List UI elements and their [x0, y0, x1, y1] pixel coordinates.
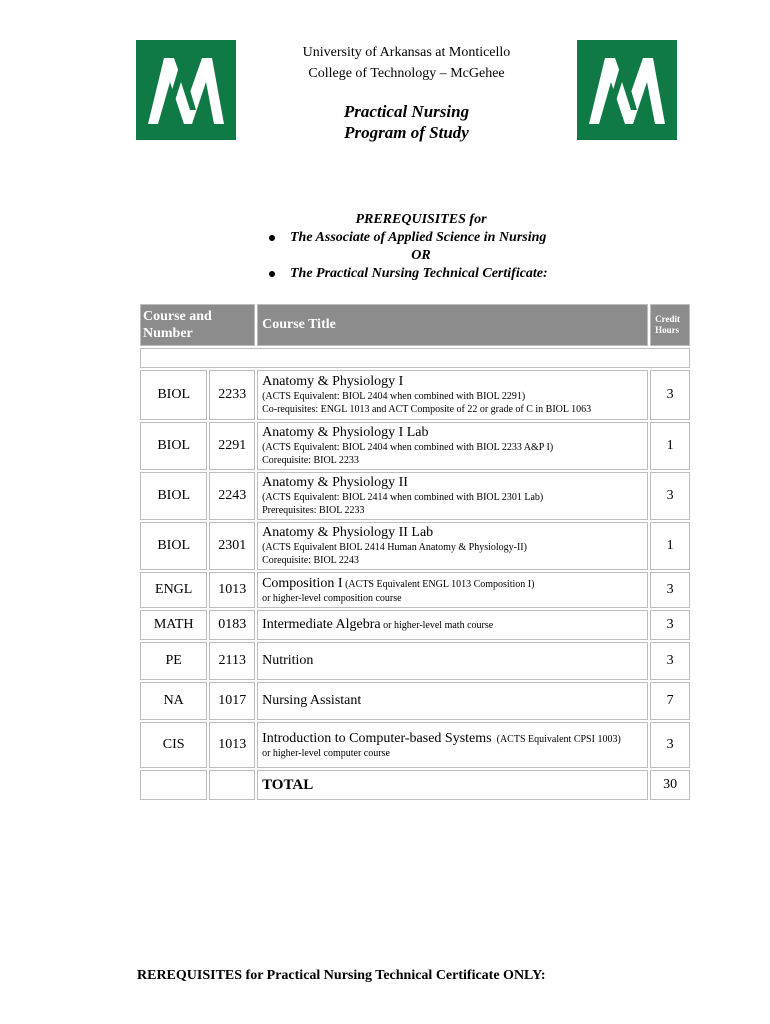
course-requisite: or higher-level computer course — [262, 747, 390, 759]
header-credit-hours: Credit Hours — [650, 304, 690, 346]
course-credits: 1 — [650, 422, 690, 470]
course-title-cell — [257, 682, 648, 720]
prerequisite-or: OR — [411, 248, 431, 263]
course-number: 2291 — [209, 422, 255, 470]
course-subject: BIOL — [140, 472, 207, 520]
table-row — [140, 522, 690, 570]
course-requisite: Corequisite: BIOL 2233 — [262, 455, 359, 466]
course-number: 1013 — [209, 722, 255, 768]
course-title-cell — [257, 370, 648, 420]
course-requisite: Co-requisites: ENGL 1013 and ACT Composite of 22 or grade of C in BIOL 1063 — [262, 404, 592, 415]
course-number: 2113 — [209, 642, 255, 680]
course-number: 2233 — [209, 370, 255, 420]
uam-logo-left — [136, 40, 236, 140]
institution-header — [236, 42, 577, 84]
course-number: 2243 — [209, 472, 255, 520]
footer-heading: REREQUISITES for Practical Nursing Technical Certificate ONLY: — [137, 968, 546, 983]
uam-logo-icon — [144, 48, 228, 132]
course-note: (ACTS Equivalent: BIOL 2414 when combined with BIOL 2301 Lab) — [262, 492, 544, 503]
table-row — [140, 610, 690, 640]
course-title-cell — [257, 522, 648, 570]
table-header-row — [140, 304, 690, 346]
course-title: Introduction to Computer-based Systems — [262, 730, 492, 746]
prerequisites-heading: PREREQUISITES for — [355, 212, 487, 227]
course-subject: CIS — [140, 722, 207, 768]
course-requisite: or higher-level composition course — [262, 592, 402, 604]
course-title-cell — [257, 722, 648, 768]
course-credits: 3 — [650, 370, 690, 420]
uam-logo-right — [577, 40, 677, 140]
course-note: (ACTS Equivalent CPSI 1003) — [491, 733, 621, 745]
course-subject: BIOL — [140, 522, 207, 570]
course-subject: MATH — [140, 610, 207, 640]
course-number: 0183 — [209, 610, 255, 640]
total-label: TOTAL — [257, 770, 648, 800]
course-note: (ACTS Equivalent ENGL 1013 Composition I) — [342, 578, 535, 590]
total-row — [140, 770, 690, 800]
table-row — [140, 472, 690, 520]
table-row — [140, 682, 690, 720]
course-credits: 3 — [650, 572, 690, 608]
course-title-cell — [257, 422, 648, 470]
course-note: (ACTS Equivalent: BIOL 2404 when combined with BIOL 2233 A&P I) — [262, 442, 554, 453]
course-credits: 3 — [650, 472, 690, 520]
course-title-cell — [257, 642, 648, 680]
course-title: Composition I — [262, 575, 343, 591]
course-subject: BIOL — [140, 370, 207, 420]
uam-logo-icon — [585, 48, 669, 132]
header-course-title: Course Title — [257, 304, 648, 346]
prerequisite-option-1: The Associate of Applied Science in Nursing — [250, 229, 580, 247]
course-requisite: Corequisite: BIOL 2243 — [262, 555, 359, 566]
course-title-cell — [257, 572, 648, 608]
course-credits: 1 — [650, 522, 690, 570]
course-title: Anatomy & Physiology II Lab — [262, 525, 434, 540]
course-title: Anatomy & Physiology II — [262, 475, 408, 490]
table-row — [140, 572, 690, 608]
total-credits: 30 — [650, 770, 690, 800]
course-title: Nutrition — [262, 653, 314, 668]
course-subject: BIOL — [140, 422, 207, 470]
course-title: Nursing Assistant — [262, 693, 362, 708]
course-title: Anatomy & Physiology I Lab — [262, 425, 429, 440]
course-number: 1013 — [209, 572, 255, 608]
prerequisite-option-2: The Practical Nursing Technical Certificate: — [250, 265, 580, 283]
course-title-cell — [257, 610, 648, 640]
program-title-line2: Program of Study — [344, 123, 469, 142]
college-name: College of Technology – McGehee — [308, 66, 505, 81]
course-note: (ACTS Equivalent: BIOL 2404 when combined with BIOL 2291) — [262, 391, 526, 402]
course-note: (ACTS Equivalent BIOL 2414 Human Anatomy & Physiology-II) — [262, 542, 527, 553]
course-number: 2301 — [209, 522, 255, 570]
course-note: or higher-level math course — [380, 620, 494, 631]
course-credits: 7 — [650, 682, 690, 720]
program-title-line1: Practical Nursing — [343, 102, 470, 121]
course-title-cell — [257, 472, 648, 520]
course-requisite: Prerequisites: BIOL 2233 — [262, 505, 365, 516]
course-subject: ENGL — [140, 572, 207, 608]
header-course-number: Course and Number — [140, 304, 255, 346]
course-subject: NA — [140, 682, 207, 720]
table-row — [140, 370, 690, 420]
table-row — [140, 642, 690, 680]
table-row — [140, 422, 690, 470]
table-spacer-row — [140, 348, 690, 368]
course-subject: PE — [140, 642, 207, 680]
institution-name: University of Arkansas at Monticello — [302, 45, 511, 60]
course-title: Anatomy & Physiology I — [262, 374, 404, 389]
program-title — [236, 101, 577, 143]
course-credits: 3 — [650, 642, 690, 680]
course-credits: 3 — [650, 722, 690, 768]
course-number: 1017 — [209, 682, 255, 720]
table-row — [140, 722, 690, 768]
prerequisites-block — [250, 211, 580, 283]
course-title: Intermediate Algebra — [262, 617, 381, 632]
course-table — [138, 302, 692, 802]
course-credits: 3 — [650, 610, 690, 640]
